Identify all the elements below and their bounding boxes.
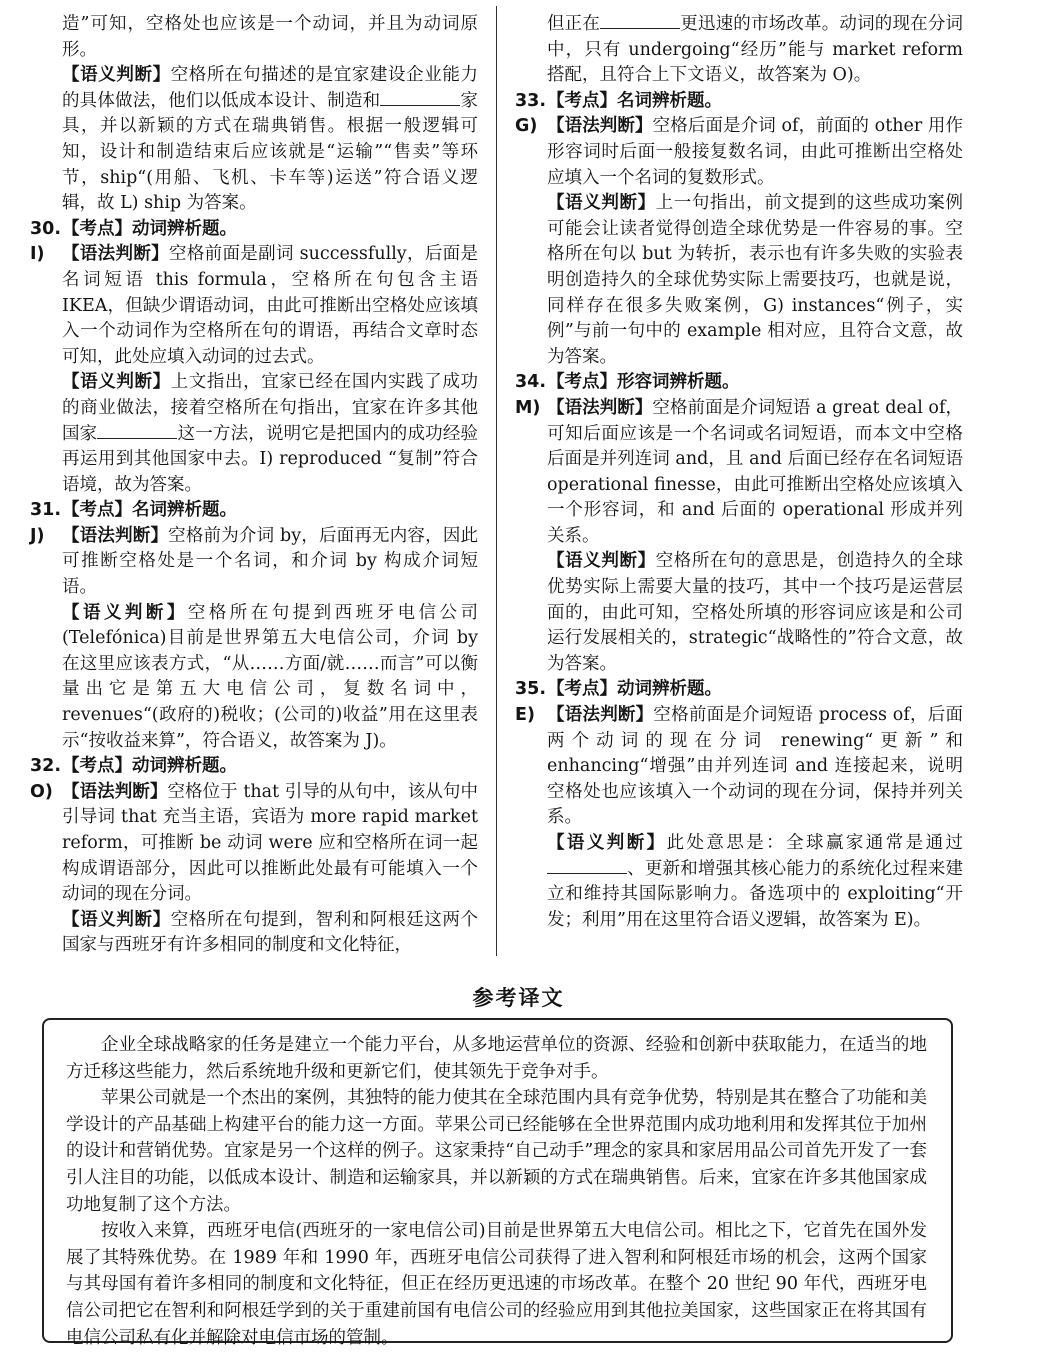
text: 空格所在句描述的是宜家建设企业能力的具体做法，他们以低成本设计、制造和 xyxy=(62,65,479,111)
blank-line xyxy=(380,91,460,106)
item-32-body xyxy=(30,780,478,959)
topic-heading: 【考点】动词辨析题。 xyxy=(62,218,237,239)
item-number: 35. xyxy=(515,679,547,700)
grammar-tag: 【语法判断】 xyxy=(547,705,654,726)
left-column xyxy=(30,12,478,959)
item-number: 31. xyxy=(30,500,62,521)
paragraph-semantic xyxy=(62,908,478,959)
paragraph-continuation xyxy=(547,12,963,89)
section-title: 参考译文 xyxy=(472,986,565,1010)
grammar-tag: 【语法判断】 xyxy=(62,525,169,546)
text: 但正在 xyxy=(547,14,601,34)
answer-letter: I) xyxy=(30,244,45,265)
item-34-body xyxy=(515,396,963,678)
paragraph-semantic xyxy=(547,831,963,933)
item-number: 33. xyxy=(515,90,547,111)
text: 空格后面是介词 of，前面的 other 用作形容词时后面一般接复数名词，由此可推断出空格处应填入一个名词的复数形式。 xyxy=(547,116,963,188)
text: 、更新和增强其核心能力的系统化过程来建立和维持其国际影响力。备选项中的 exploiting“开发；利用”用在这里符合语义逻辑，故答案为 E)。 xyxy=(547,858,963,930)
paragraph-grammar xyxy=(547,114,963,191)
item-30-head xyxy=(30,217,478,243)
item-31-head xyxy=(30,498,478,524)
semantic-tag: 【语义判断】 xyxy=(62,602,188,623)
text: 空格前面是介词短语 a great deal of，可知后面应该是一个名词或名词短语，而本文中空格后面是并列连词 and，且 and 后面已经存在名词短语 operational finesse，由此可推断出空格处应该填入一个形容词，和 and 后面的 operational 形成并列关系。 xyxy=(547,397,964,546)
paragraph-continuation xyxy=(62,12,478,63)
text: 造”可知，空格处也应该是一个动词，并且为动词原形。 xyxy=(62,14,478,60)
item-32-head xyxy=(30,754,478,780)
text: 家具，并以新颖的方式在瑞典销售。根据一般逻辑可知，设计和制造结束后应该就是“运输”“售卖”等环节，ship“(用船、飞机、卡车等)运送”符合语义逻辑，故 L) ship 为答案。 xyxy=(62,90,479,214)
text: 上文指出，宜家已经在国内实践了成功的商业做法，接着空格所在句指出，宜家在许多其他国家 xyxy=(62,372,479,444)
grammar-tag: 【语法判断】 xyxy=(62,781,168,802)
paragraph-grammar xyxy=(62,524,478,601)
paragraph-grammar xyxy=(547,396,963,550)
semantic-tag: 【语义判断】 xyxy=(547,833,667,853)
semantic-tag: 【语义判断】 xyxy=(62,65,171,86)
paragraph-semantic xyxy=(62,601,478,755)
text: 空格前面是副词 successfully，后面是名词短语 this formula，空格所在句包含主语 IKEA，但缺少谓语动词，由此可推断出空格处应该填入一个动词作为空格所在句的谓语，再结合文章时态可知，此处应填入动词的过去式。 xyxy=(62,244,479,367)
analysis-block-29-cont xyxy=(30,12,478,217)
paragraph-semantic xyxy=(62,370,478,498)
topic-heading: 【考点】名词辨析题。 xyxy=(62,500,237,521)
topic-heading: 【考点】形容词辨析题。 xyxy=(547,372,740,393)
item-35-body xyxy=(515,703,963,933)
item-33-body xyxy=(515,114,963,370)
topic-heading: 【考点】动词辨析题。 xyxy=(547,679,722,700)
paragraph-grammar xyxy=(547,703,963,831)
text: 这一方法，说明它是把国内的成功经验再运用到其他国家中去。I) reproduced “复制”符合语境，故为答案。 xyxy=(62,423,479,495)
blank-line xyxy=(600,14,680,29)
item-34-head xyxy=(515,370,963,396)
answer-letter: O) xyxy=(30,781,53,802)
semantic-tag: 【语义判断】 xyxy=(62,372,171,393)
answer-letter: E) xyxy=(515,705,535,726)
grammar-tag: 【语法判断】 xyxy=(547,116,653,137)
answer-letter: J) xyxy=(30,525,45,546)
answer-letter: G) xyxy=(515,116,538,137)
blank-line xyxy=(547,859,627,874)
item-35-head xyxy=(515,677,963,703)
translation-box xyxy=(42,1018,953,1348)
text: 空格所在句提到西班牙电信公司(Telefónica)目前是世界第五大电信公司，介词 by 在这里应该表方式，“从……方面/就……而言”可以衡量出它是第五大电信公司，复数名词中，revenues“(政府的)税收；(公司的)收益”用在这里表示“按收益来算”，符合语义，故答案为 J)。 xyxy=(62,602,479,751)
topic-heading: 【考点】动词辨析题。 xyxy=(62,756,237,777)
semantic-tag: 【语义判断】 xyxy=(547,193,656,214)
text: 空格位于 that 引导的从句中，该从句中引导词 that 充当主语，宾语为 more rapid market reform，可推断 be 动词 were 应和空格所在词一起构成谓语部分，因此可以推断此处最有可能填入一个动词的现在分词。 xyxy=(62,781,478,905)
item-31-body xyxy=(30,524,478,754)
text: 空格前面是介词短语 process of，后面两个动词的现在分词 renewing“更新”和 enhancing“增强”由并列连词 and 连接起来，说明空格处也应该填入一个动词的现在分词，保持并列关系。 xyxy=(547,705,963,828)
blank-line xyxy=(97,424,177,439)
item-30-body xyxy=(30,242,478,498)
paragraph-semantic xyxy=(62,63,478,217)
grammar-tag: 【语法判断】 xyxy=(62,244,169,265)
item-number: 34. xyxy=(515,372,547,393)
paragraph-semantic xyxy=(547,191,963,370)
paragraph-grammar xyxy=(62,242,478,370)
text: 更迅速的市场改革。动词的现在分词中，只有 undergoing“经历”能与 market reform 搭配，且符合上下文语义，故答案为 O)。 xyxy=(547,14,964,86)
item-number: 32. xyxy=(30,756,62,777)
translation-paragraph: 按收入来算，西班牙电信(西班牙的一家电信公司)目前是世界第五大电信公司。相比之下，它首先在国外发展了其特殊优势。在 1989 年和 1990 年，西班牙电信公司获得了进入智利和阿根廷市场的机会，这两个国家与其母国有着许多相同的制度和文化特征，但正在经历更迅速的市场改革。在整个 20 世纪 90 年代，西班牙电信公司把它在智利和阿根廷学到的关于重建前国有电信公司的经验应用到其他拉美国家，这些国家正在将其国有电信公司私有化并解除对电信市场的管制。 xyxy=(66,1221,927,1348)
paragraph-semantic xyxy=(547,549,963,677)
answer-letter: M) xyxy=(515,397,541,418)
text: 空格所在句的意思是，创造持久的全球优势实际上需要大量的技巧，其中一个技巧是运营层面的，由此可知，空格处所填的形容词应该是和公司运行发展相关的，strategic“战略性的”符合文意，故为答案。 xyxy=(547,551,964,674)
translation-paragraph: 企业全球战略家的任务是建立一个能力平台，从多地运营单位的资源、经验和创新中获取能力，在适当的地方迁移这些能力，然后系统地升级和更新它们，使其领先于竞争对手。 xyxy=(66,1035,927,1082)
analysis-block-32-cont xyxy=(515,12,963,89)
grammar-tag: 【语法判断】 xyxy=(547,397,653,418)
semantic-tag: 【语义判断】 xyxy=(62,909,171,930)
right-column xyxy=(515,12,963,933)
text: 空格所在句提到，智利和阿根廷这两个国家与西班牙有许多相同的制度和文化特征， xyxy=(62,909,479,956)
topic-heading: 【考点】名词辨析题。 xyxy=(547,90,722,111)
item-number: 30. xyxy=(30,218,62,239)
text: 此处意思是：全球赢家通常是通过 xyxy=(666,833,964,853)
item-33-head xyxy=(515,89,963,115)
semantic-tag: 【语义判断】 xyxy=(547,551,656,572)
column-divider xyxy=(496,6,497,956)
paragraph-grammar xyxy=(62,780,478,908)
text: 空格前为介词 by，后面再无内容，因此可推断空格处是一个名词，和介词 by 构成介词短语。 xyxy=(62,525,479,598)
translation-paragraph: 苹果公司就是一个杰出的案例，其独特的能力使其在全球范围内具有竞争优势，特别是其在整合了功能和美学设计的产品基础上构建平台的能力这一方面。苹果公司已经能够在全世界范围内成功地利用和发挥其位于加州的设计和营销优势。宜家是另一个这样的例子。这家秉持“自己动手”理念的家具和家居用品公司首先开发了一套引人注目的功能，以低成本设计、制造和运输家具，并以新颖的方式在瑞典销售。后来，宜家在许多其他国家成功地复制了这个方法。 xyxy=(66,1088,927,1215)
text: 上一句指出，前文提到的这些成功案例可能会让读者觉得创造全球优势是一件容易的事。空格所在句以 but 为转折，表示也有许多失败的实验表明创造持久的全球优势实际上需要技巧，也就是说，同样存在很多失败案例，G) instances“例子，实例”与前一句中的 example 相对应，且符合文意，故为答案。 xyxy=(547,193,964,367)
